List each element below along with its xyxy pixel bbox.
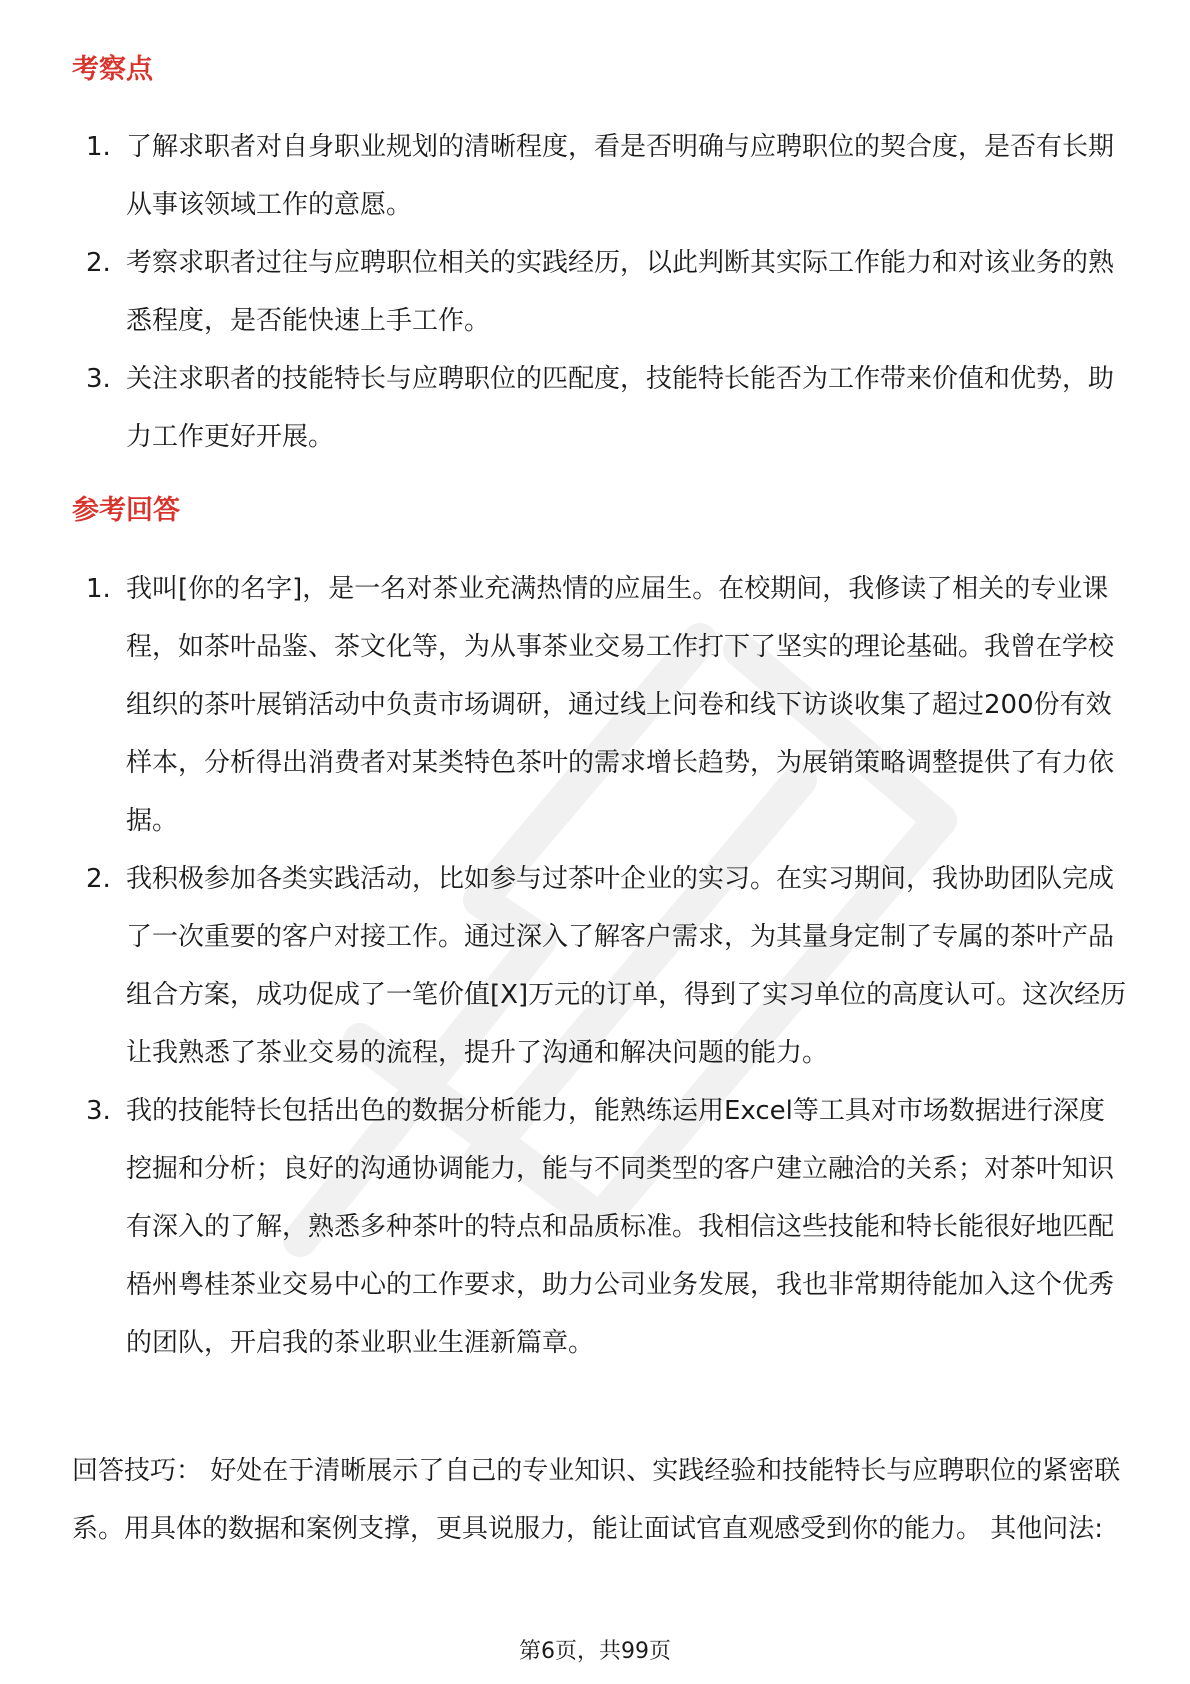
reference-answer-heading: 参考回答 <box>72 495 180 526</box>
list-item-number: 2. <box>86 248 111 278</box>
answer-tips-paragraph: 回答技巧： 好处在于清晰展示了自己的专业知识、实践经验和技能特长与应聘职位的紧密联系。用具体的数据和案例支撑，更具说服力，能让面试官直观感受到你的能力。 其他问法: <box>72 1456 1121 1544</box>
page-number: 第6页，共99页 <box>519 1639 671 1664</box>
list-item-number: 1. <box>86 132 111 162</box>
list-item <box>0 850 1190 1082</box>
list-item-number: 2. <box>86 864 111 894</box>
list-item <box>0 560 1190 850</box>
list-item-text: 考察求职者过往与应聘职位相关的实践经历，以此判断其实际工作能力和对该业务的熟悉程度，是否能快速上手工作。 <box>126 248 1115 336</box>
list-item-text: 关注求职者的技能特长与应聘职位的匹配度，技能特长能否为工作带来价值和优势，助力工作更好开展。 <box>126 364 1115 452</box>
list-item <box>0 1082 1190 1372</box>
list-item-text: 了解求职者对自身职业规划的清晰程度，看是否明确与应聘职位的契合度，是否有长期从事该领域工作的意愿。 <box>126 132 1115 220</box>
list-item-text: 我积极参加各类实践活动，比如参与过茶叶企业的实习。在实习期间，我协助团队完成了一次重要的客户对接工作。通过深入了解客户需求，为其量身定制了专属的茶叶产品组合方案，成功促成了一笔价值[X]万元的订单，得到了实习单位的高度认可。这次经历让我熟悉了茶业交易的流程，提升了沟通和解决问题的能力。 <box>126 864 1127 1068</box>
inspection-points-heading: 考察点 <box>72 54 153 85</box>
list-item-text: 我的技能特长包括出色的数据分析能力，能熟练运用Excel等工具对市场数据进行深度挖掘和分析；良好的沟通协调能力，能与不同类型的客户建立融洽的关系；对茶叶知识有深入的了解，熟悉多种茶叶的特点和品质标准。我相信这些技能和特长能很好地匹配梧州粤桂茶业交易中心的工作要求，助力公司业务发展，我也非常期待能加入这个优秀的团队，开启我的茶业职业生涯新篇章。 <box>126 1096 1115 1358</box>
list-item <box>0 350 1190 466</box>
list-item <box>0 234 1190 350</box>
list-item-text: 我叫[你的名字]，是一名对茶业充满热情的应届生。在校期间，我修读了相关的专业课程，如茶叶品鉴、茶文化等，为从事茶业交易工作打下了坚实的理论基础。我曾在学校组织的茶叶展销活动中负责市场调研，通过线上问卷和线下访谈收集了超过200份有效样本，分析得出消费者对某类特色茶叶的需求增长趋势，为展销策略调整提供了有力依据。 <box>126 574 1115 836</box>
list-item-number: 3. <box>86 364 111 394</box>
inspection-points-list <box>0 118 1190 466</box>
list-item-number: 1. <box>86 574 111 604</box>
list-item-number: 3. <box>86 1096 111 1126</box>
reference-answer-list <box>0 560 1190 1372</box>
list-item <box>0 118 1190 234</box>
